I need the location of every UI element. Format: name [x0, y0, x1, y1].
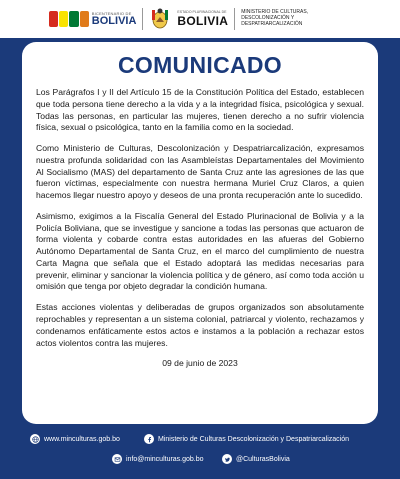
header-divider-2	[234, 8, 235, 30]
email-text: info@minculturas.gob.bo	[126, 455, 204, 463]
bicentenario-logo	[49, 11, 137, 27]
document-title: COMUNICADO	[118, 52, 282, 78]
footer-twitter[interactable]	[222, 454, 290, 464]
footer-website[interactable]	[30, 434, 120, 444]
footer-contacts	[26, 430, 374, 476]
paragraph-2: Como Ministerio de Culturas, Descolonización y Despatriarcalización, expresamos nuestra profunda solidaridad con las Asambleístas Departamentales del Movimiento Al Socialismo (MAS) del departamento de Santa Cruz ante las agresiones de las que fueron víctimas, especialmente con nuestra hermana Muriel Cruz Claros, a quien hacemos llegar nuestro apoyo y deseos de una pronta recuperación ante lo sucedido.	[36, 143, 364, 201]
twitter-icon	[222, 454, 232, 464]
facebook-text: Ministerio de Culturas Descolonización y Despatriarcalización	[158, 435, 350, 443]
mail-icon	[112, 454, 122, 464]
bicentenario-mark-icon	[49, 11, 89, 27]
bicentenario-small-text: BICENTENARIO DE	[91, 10, 132, 16]
website-text: www.minculturas.gob.bo	[44, 435, 120, 443]
paragraph-1: Los Parágrafos I y II del Artículo 15 de la Constitución Política del Estado, establecen que toda persona tiene derecho a la vida y a la integridad física, psicológica y sexual. Todas las personas, en particular las mujeres, tienen derecho a no sufrir violencia física, sexual o psicológica, tanto en la familia como en la sociedad.	[36, 87, 364, 133]
footer-facebook[interactable]	[144, 434, 349, 444]
coat-of-arms-icon	[149, 7, 171, 31]
bicentenario-big-text: BOLIVIA	[91, 14, 137, 27]
estado-big-text: BOLIVIA	[177, 13, 229, 28]
ministerio-name: MINISTERIO DE CULTURAS, DESCOLONIZACIÓN Y DESPATRIARCALIZACIÓN	[241, 9, 309, 27]
facebook-icon	[144, 434, 154, 444]
document-date: 09 de junio de 2023	[162, 358, 238, 369]
twitter-text: @CulturasBolivia	[236, 455, 290, 463]
estado-small-text: ESTADO PLURINACIONAL DE	[177, 10, 227, 15]
paragraph-4: Estas acciones violentas y deliberadas de grupos organizados son absolutamente reprochables y representan a un sistema colonial, patriarcal y violento, rechazamos y condenamos enfáticamente estos actos e instamos a la población a rechazar estos actos violentos contra las mujeres.	[36, 302, 364, 348]
globe-icon	[30, 434, 40, 444]
comunicado-card	[22, 42, 378, 424]
header-divider	[142, 8, 143, 30]
paragraph-3: Asimismo, exigimos a la Fiscalía General del Estado Plurinacional de Bolivia y a la Policía Boliviana, que se investigue y sancione a todas las personas que actuaron de forma violenta y cobarde contra estas autoridades en las afueras del Gobierno Autónomo Departamental de Santa Cruz, en el marco del cumplimiento de nuestra Carta Magna que señala que el Estado adoptará las medidas necesarias para prevenir, eliminar y sancionar la violencia política y de género, así como toda acción u omisión que tenga por objeto degradar la condición humana.	[36, 210, 364, 292]
header-banner	[0, 0, 400, 38]
footer-email[interactable]	[112, 454, 204, 464]
